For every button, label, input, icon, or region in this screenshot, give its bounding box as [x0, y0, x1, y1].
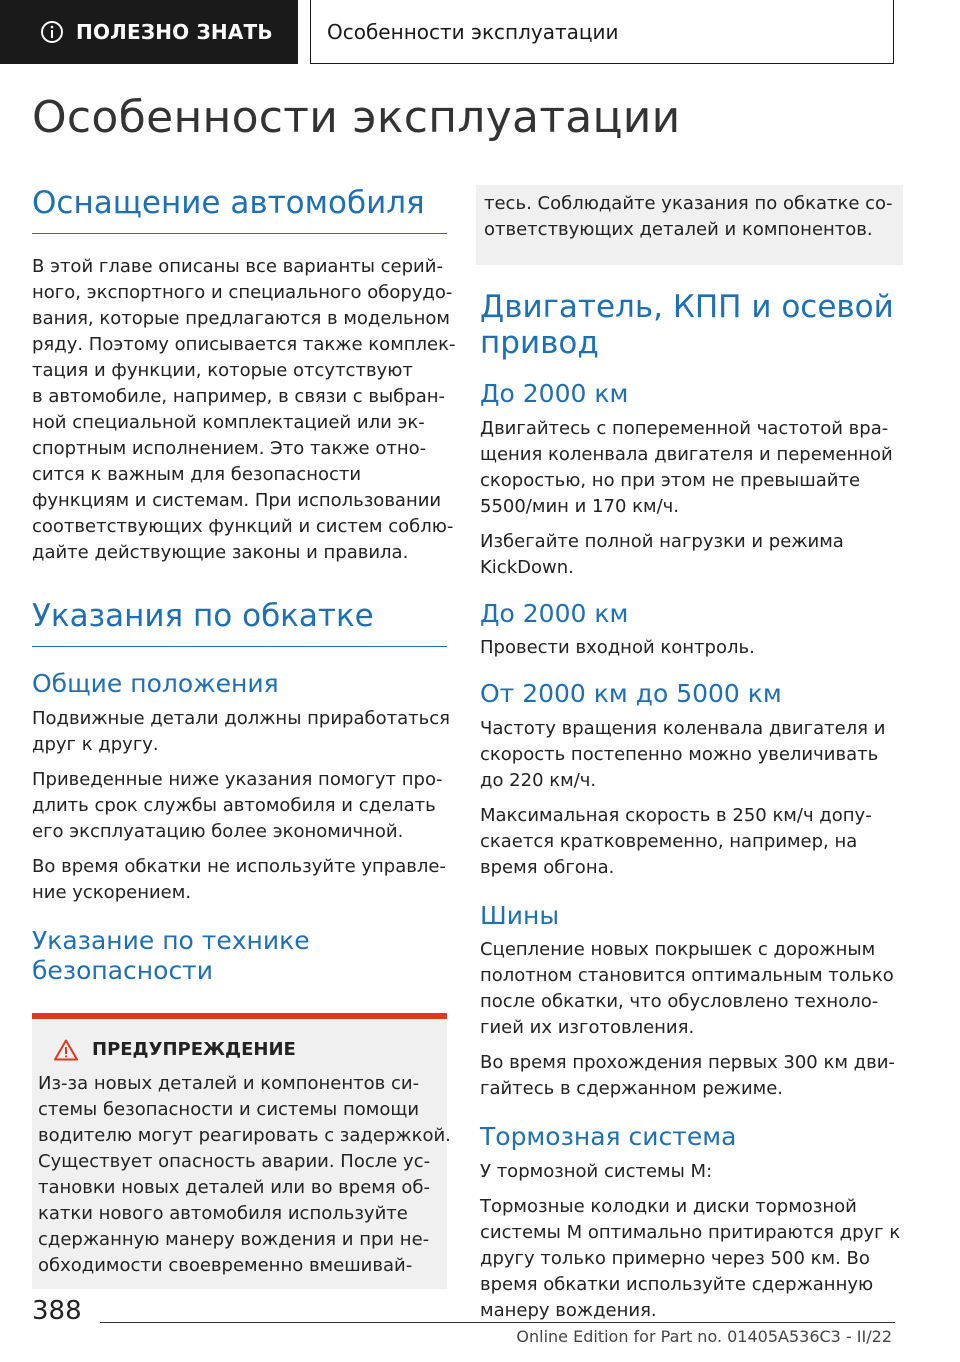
brakes-paragraph-1	[480, 1159, 895, 1185]
text-line: сится к важным для безопасности	[32, 464, 362, 485]
text-line: тановки новых деталей или во время об-	[38, 1176, 431, 1198]
info-icon	[40, 20, 64, 44]
text-line: гайтесь в сдержанном режиме.	[480, 1078, 784, 1099]
text-line: после обкатки, что обусловлено техноло-	[480, 991, 879, 1012]
text-line: тация и функции, которые отсутствуют	[32, 360, 413, 381]
2000-5000-paragraph-2	[480, 803, 895, 881]
text-line: щения коленвала двигателя и переменной	[480, 443, 893, 465]
text-line: ной специальной комплектацией или эк-	[32, 412, 425, 433]
text-line: безопасности	[32, 956, 213, 985]
page-title: Особенности эксплуатации	[32, 92, 681, 143]
text-line: Двигайтесь с попеременной частотой вра-	[480, 417, 889, 439]
section-tab[interactable]	[0, 0, 298, 64]
warning-title: ПРЕДУПРЕЖДЕНИЕ	[92, 1039, 296, 1060]
general-paragraph-3	[32, 854, 447, 906]
text-line: Из-за новых деталей и компонентов си-	[38, 1072, 420, 1094]
text-line: скоростью, но при этом не превышайте	[480, 469, 861, 491]
text-line: катки нового автомобиля используйте	[38, 1202, 408, 1224]
text-line: Частоту вращения коленвала двигателя и	[480, 717, 886, 739]
up-to-2000-paragraph-2	[480, 529, 895, 581]
section-tab-label: ПОЛЕЗНО ЗНАТЬ	[76, 20, 273, 44]
page-number: 388	[32, 1296, 82, 1326]
right-column	[480, 185, 901, 1324]
breadcrumb: Особенности эксплуатации	[310, 0, 894, 64]
subsection-title-up-to-2000-b: До 2000 км	[480, 598, 629, 628]
text-line: в автомобиле, например, в связи с выбран-	[32, 386, 446, 407]
text-line: манеру вождения.	[480, 1299, 657, 1321]
text-line: ряду. Поэтому описывается также комплек-	[32, 334, 456, 355]
text-line: 5500/мин и 170 км/ч.	[480, 495, 680, 517]
text-line: время обкатки используйте сдержанную	[480, 1273, 874, 1295]
brakes-paragraph-2	[480, 1194, 901, 1324]
general-paragraph-1	[32, 706, 450, 758]
text-line: дайте действующие законы и правила.	[32, 542, 409, 563]
section-title-engine: Двигатель, КПП и осевой привод	[480, 289, 894, 361]
subsection-title-2000-5000: От 2000 км до 5000 км	[480, 679, 782, 708]
equipment-paragraph	[32, 254, 456, 566]
section-title-equipment: Оснащение автомобиля	[32, 185, 447, 234]
text-line: ответствующих деталей и компонентов.	[484, 219, 873, 240]
general-paragraph-2	[32, 767, 447, 845]
text-line: ние ускорением.	[32, 881, 192, 903]
footer-edition: Online Edition for Part no. 01405A536C3 - II/22	[516, 1327, 892, 1346]
text-line: KickDown.	[480, 556, 574, 578]
text-line: друг к другу.	[32, 733, 159, 755]
text-line: соответствующих функций и систем соблю-	[32, 516, 454, 537]
text-line: Максимальная скорость в 250 км/ч допу-	[480, 804, 872, 826]
subsection-title-general: Общие положения	[32, 669, 279, 698]
inspection-paragraph	[480, 635, 895, 661]
text-line: другу только примерно через 500 км. Во	[480, 1247, 870, 1269]
text-line: Во время обкатки не используйте управле-	[32, 855, 446, 877]
warning-text-continued	[484, 191, 891, 243]
text-line: системы М оптимально притираются друг к	[480, 1221, 901, 1243]
warning-text	[36, 1071, 451, 1279]
section-title-break-in: Указания по обкатке	[32, 598, 447, 647]
text-line: Подвижные детали должны приработаться	[32, 707, 450, 729]
text-line: Во время прохождения первых 300 км дви-	[480, 1052, 895, 1073]
text-line: Сцепление новых покрышек с дорожным	[480, 939, 876, 960]
text-line: стемы безопасности и системы помощи	[38, 1098, 420, 1120]
subsection-title-up-to-2000-a: До 2000 км	[480, 379, 629, 408]
text-line: ного, экспортного и специального оборудо-	[32, 282, 453, 303]
text-line: Тормозные колодки и диски тормозной	[480, 1195, 857, 1217]
subsection-title-tires: Шины	[480, 900, 560, 930]
text-line: Существует опасность аварии. После ус-	[38, 1150, 431, 1172]
up-to-2000-paragraph-1	[480, 416, 895, 520]
text-line: водителю могут реагировать с задержкой.	[38, 1124, 451, 1146]
tires-paragraph-1	[480, 937, 895, 1041]
subsection-title-brakes: Тормозная система	[480, 1122, 737, 1151]
text-line: спортным исполнением. Это также отно-	[32, 438, 427, 459]
text-line: скорость постепенно можно увеличивать	[480, 743, 879, 765]
subsection-title-safety	[32, 926, 447, 987]
text-line: Провести входной контроль.	[480, 637, 755, 658]
text-line: скается кратковременно, например, на	[480, 830, 858, 852]
text-line: время обгона.	[480, 856, 615, 878]
text-line: тесь. Соблюдайте указания по обкатке со-	[484, 193, 893, 214]
text-line: гией их изготовления.	[480, 1017, 695, 1038]
text-line: Избегайте полной нагрузки и режима	[480, 530, 844, 552]
footer-divider	[100, 1322, 895, 1323]
warning-box-continued	[476, 185, 903, 265]
left-column	[32, 185, 456, 1289]
text-line: до 220 км/ч.	[480, 769, 597, 791]
text-line: сдержанную манеру вождения и при не-	[38, 1228, 430, 1250]
text-line: Приведенные ниже указания помогут про-	[32, 768, 443, 790]
text-line: длить срок службы автомобиля и сделать	[32, 794, 436, 816]
tires-paragraph-2	[480, 1050, 895, 1102]
text-line: У тормозной системы М:	[480, 1160, 713, 1182]
text-line: его эксплуатацию более экономичной.	[32, 820, 404, 842]
2000-5000-paragraph-1	[480, 716, 895, 794]
text-line: функциям и системам. При использовании	[32, 490, 442, 511]
text-line: Указание по технике	[32, 925, 310, 955]
text-line: обходимости своевременно вмешивай-	[38, 1254, 413, 1276]
text-line: В этой главе описаны все варианты серий-	[32, 256, 443, 277]
text-line: полотном становится оптимальным только	[480, 965, 894, 986]
warning-triangle-icon	[54, 1039, 78, 1061]
warning-box	[32, 1013, 451, 1289]
text-line: вания, которые предлагаются в модельном	[32, 308, 450, 329]
